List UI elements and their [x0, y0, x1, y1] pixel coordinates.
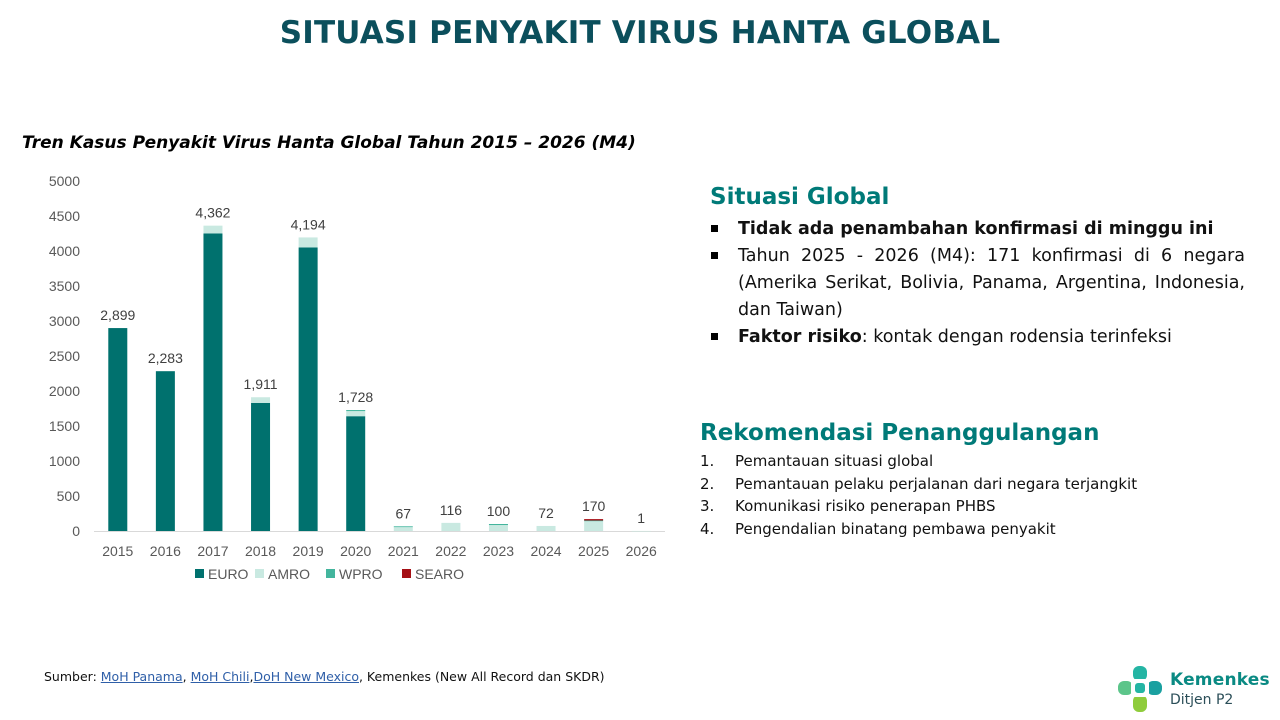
bar-segment-euro: [108, 328, 127, 531]
situasi-item-label: Faktor risiko: [738, 327, 862, 347]
bar-segment-euro: [346, 416, 365, 531]
legend-swatch-euro: [195, 569, 204, 578]
situasi-item-text: Tahun 2025 - 2026 (M4): 171 konfirmasi di 6 negara (Amerika Serikat, Bolivia, Panama, Argentina, Indonesia, dan Taiwan): [738, 246, 1245, 320]
y-tick-label: 0: [72, 523, 80, 539]
y-tick-label: 4000: [48, 243, 80, 259]
bar-segment-wpro: [394, 526, 413, 527]
bar-segment-euro: [203, 234, 222, 532]
data-label: 4,362: [195, 204, 231, 221]
rekomendasi-item: [700, 473, 1240, 496]
bar-segment-euro: [156, 371, 175, 531]
bar-segment-wpro: [584, 521, 603, 522]
x-tick-label: 2022: [435, 543, 467, 559]
x-tick-label: 2021: [387, 543, 419, 559]
bar-segment-amro: [251, 397, 270, 403]
bar-segment-amro: [489, 525, 508, 531]
kemenkes-logo: [1116, 664, 1274, 716]
x-tick-label: 2020: [340, 543, 372, 559]
legend-swatch-amro: [255, 569, 264, 578]
bar-segment-euro: [299, 248, 318, 532]
item-number: 1.: [700, 452, 715, 470]
y-tick-label: 2000: [48, 383, 80, 399]
x-tick-label: 2015: [102, 543, 134, 559]
legend-label: EURO: [208, 566, 249, 582]
data-label: 1,728: [338, 389, 374, 406]
source-note: [44, 669, 605, 684]
x-tick-label: 2023: [482, 543, 515, 559]
data-label: 67: [395, 505, 412, 522]
source-separator: ,: [249, 669, 254, 684]
y-tick-label: 3000: [48, 313, 80, 329]
data-label: 100: [486, 503, 511, 519]
data-label: 1,911: [243, 376, 278, 393]
y-tick-label: 5000: [48, 173, 80, 189]
bar-segment-amro: [203, 226, 222, 234]
data-label: 2,899: [100, 307, 136, 324]
x-tick-label: 2025: [578, 543, 610, 559]
y-tick-label: 2500: [48, 348, 80, 364]
situasi-item: [710, 216, 1245, 243]
bar-segment-wpro: [489, 524, 508, 525]
x-tick-label: 2024: [530, 543, 562, 559]
bar-segment-amro: [394, 527, 413, 531]
data-label: 4,194: [290, 216, 326, 233]
x-tick-label: 2019: [292, 543, 324, 559]
legend-label: WPRO: [339, 566, 383, 582]
data-label: 2,283: [147, 350, 183, 367]
y-tick-label: 1500: [48, 418, 80, 434]
y-tick-label: 500: [56, 488, 80, 504]
rekomendasi-heading: Rekomendasi Penanggulangan: [700, 420, 1100, 446]
legend-swatch-searo: [402, 569, 411, 578]
kemenkes-logo-icon: [1116, 664, 1166, 716]
source-separator: ,: [182, 669, 191, 684]
legend-label: SEARO: [415, 566, 465, 582]
item-text: Komunikasi risiko penerapan PHBS: [735, 497, 996, 515]
source-label: Sumber:: [44, 669, 101, 684]
page-title: SITUASI PENYAKIT VIRUS HANTA GLOBAL: [279, 15, 1001, 51]
bar-segment-searo: [584, 519, 603, 520]
rekomendasi-item: [700, 518, 1240, 541]
data-label: 72: [538, 504, 554, 521]
item-text: Pemantauan situasi global: [735, 452, 934, 470]
logo-text: [1170, 670, 1270, 708]
item-text: Pemantauan pelaku perjalanan dari negara terjangkit: [735, 474, 1138, 493]
source-link-doh-new-mexico[interactable]: DoH New Mexico: [253, 669, 359, 684]
bar-segment-amro: [584, 521, 603, 531]
situasi-item-text: Tidak ada penambahan konfirmasi di minggu ini: [738, 219, 1214, 239]
x-tick-label: 2016: [149, 543, 181, 559]
situasi-item: [710, 324, 1245, 351]
x-tick-label: 2018: [244, 543, 277, 559]
bar-segment-wpro: [346, 410, 365, 411]
item-number: 4.: [700, 519, 715, 538]
x-tick-label: 2026: [625, 543, 657, 559]
situasi-item-text: : kontak dengan rodensia terinfeksi: [861, 327, 1172, 347]
logo-name: Kemenkes: [1170, 670, 1270, 690]
bar-segment-amro: [441, 523, 460, 531]
bar-segment-amro: [346, 411, 365, 416]
rekomendasi-item: [700, 450, 1240, 473]
data-label: 116: [439, 501, 463, 518]
bar-segment-amro: [632, 531, 651, 532]
bar-segment-amro: [537, 526, 556, 531]
source-rest: , Kemenkes (New All Record dan SKDR): [358, 669, 605, 684]
rekomendasi-list: [700, 450, 1240, 540]
source-link-moh-panama[interactable]: MoH Panama: [100, 669, 183, 684]
y-tick-label: 1000: [48, 453, 80, 469]
situasi-list: [710, 216, 1245, 351]
bar-segment-euro: [251, 403, 270, 531]
y-tick-label: 3500: [48, 278, 80, 294]
bar-chart: [0, 160, 680, 600]
data-label: 1: [637, 509, 646, 526]
situasi-item: [710, 243, 1245, 324]
item-number: 3.: [700, 497, 715, 515]
legend-label: AMRO: [268, 566, 310, 582]
item-number: 2.: [700, 474, 715, 493]
logo-subtitle: Ditjen P2: [1170, 692, 1234, 708]
situasi-global-section: [710, 184, 1245, 351]
rekomendasi-section: [700, 420, 1240, 540]
x-tick-label: 2017: [197, 543, 229, 559]
y-tick-label: 4500: [48, 208, 80, 224]
bar-segment-amro: [299, 237, 318, 247]
chart-title: Tren Kasus Penyakit Virus Hanta Global Tahun 2015 – 2026 (M4): [22, 133, 636, 153]
source-link-moh-chili[interactable]: MoH Chili: [190, 669, 250, 684]
legend-swatch-wpro: [326, 569, 335, 578]
rekomendasi-item: [700, 495, 1240, 518]
data-label: 170: [581, 498, 606, 515]
item-text: Pengendalian binatang pembawa penyakit: [735, 519, 1056, 538]
situasi-heading: Situasi Global: [710, 184, 890, 210]
